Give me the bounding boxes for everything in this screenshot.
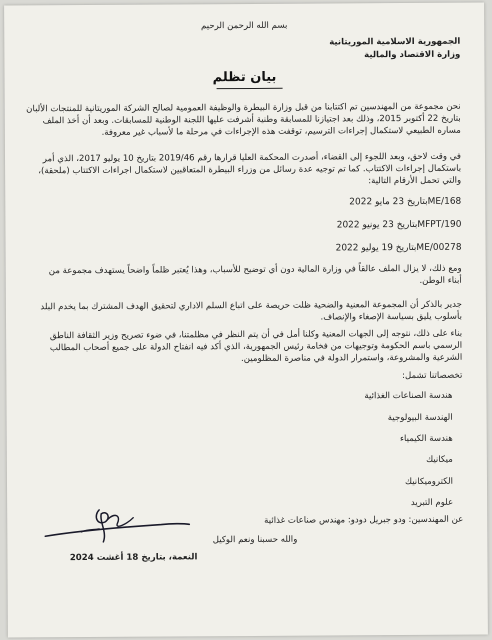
representative-line: عن المهندسين: ودو جبريل دودو: مهندس صناعات غذائية: [264, 514, 464, 526]
intro-line-2: بتاريخ 22 أكتوبر 2015، وذلك بعد اجتيازنا للمسابقة وطنية أشرفت عليها اللجنة الوطنية للمسابقات. وبعد أن أخذ الملف: [42, 113, 461, 127]
intro-line-3: مساره الطبيعي لاستكمال إجراءات الترسيم، توقفت هذه الإجراءات في مرحلة ما لأسباب غير معروفة.: [101, 125, 461, 138]
document-page: [4, 3, 488, 638]
letter-2: [337, 220, 462, 232]
place-and-date: النعمة، بتاريخ 18 أغشت 2024: [69, 552, 198, 564]
letter-3-date: بتاريخ 19 يوليو 2022: [335, 242, 417, 254]
specialty-item: هندسة الصناعات الغذائية: [364, 390, 453, 402]
commitment-line-1: جدير بالذكر أن المجموعة المعنية والضحية ظلت حريصة على اتباع السلم الاداري لتحقيق الهدف المشترك بما يخدم البلد: [40, 299, 462, 313]
letter-3: [336, 243, 462, 255]
appeal-line-3: الشرعية والمشروعة، واستمرار الدولة في مناصرة المظلومين.: [241, 352, 463, 365]
handwritten-signature: [41, 501, 191, 552]
court-line-3: والتي تحمل الأرقام التالية:: [368, 175, 462, 187]
title-underline: [217, 88, 283, 89]
court-line-2: باستكمال إجراءات الاكتتاب. كما تم توجيه عدة رسائل من وزراء البيطرة المتعاقبين لاستكمال اجراءات الاكتتاب (ملحقة)،: [38, 163, 462, 177]
country-name: الجمهورية الاسلامية الموريتانية: [329, 36, 461, 48]
appeal-line-1: بناء على ذلك، نتوجه إلى الجهات المعنية وكلنا أمل في أن يتم النظر في مظلمتنا، في ضوء تصريح وزير الثقافة الناطق: [49, 328, 463, 342]
specialty-item: هندسة الكيمياء: [399, 433, 453, 445]
letter-2-ref: 190/MFPT: [417, 219, 462, 230]
commitment-line-2: بأسلوب يليق بسياسة الإصغاء والإنصاف.: [320, 311, 463, 323]
letter-1: [349, 197, 461, 209]
letter-1-ref: 168/ME: [427, 196, 462, 207]
document-title: بيان تظلم: [212, 69, 277, 86]
specialty-item: الكتروميكانيك: [404, 476, 454, 488]
letter-3-ref: 00278/ME: [416, 242, 462, 253]
court-line-1: في وقت لاحق، وبعد اللجوء إلى القضاء، أصدرت المحكمة العليا قرارها رقم 2019/46 بتاريخ 10 يوليو 2017، الذي أمر: [42, 151, 462, 165]
specialties-heading: تخصصاتنا تشمل:: [402, 370, 463, 382]
letter-1-date: بتاريخ 23 مايو 2022: [349, 196, 428, 208]
closing-formula: والله حسبنا ونعم الوكيل: [212, 534, 298, 546]
basmala: بسم الله الرحمن الرحيم: [200, 20, 288, 32]
specialty-item: علوم التبريد: [410, 497, 454, 508]
letter-2-date: بتاريخ 23 يونيو 2022: [336, 219, 418, 231]
appeal-line-2: الرسمي باسم الحكومة وتوجيهات من فخامة رئيس الجمهورية، الذي أكد فيه انفتاح الدولة على جميع أصحاب المطالب: [49, 340, 463, 354]
specialty-item: الهندسة البيولوجية: [387, 412, 453, 424]
intro-line-1: نحن مجموعة من المهندسين تم اكتتابنا من قبل وزارة البيطرة والوظيفة العمومية لصالح الشركة الموريتانية للمنتجات الألبان: [26, 101, 461, 115]
pending-line-2: أبناء الوطن.: [419, 275, 462, 286]
specialty-item: ميكانيك: [426, 454, 453, 465]
pending-line-1: ومع ذلك، لا يزال الملف عالقاً في وزارة المالية دون أي توضيح للأسباب، وهذا يُعتبر ظلماً واضحاً يستهدف مجموعة من: [48, 263, 462, 277]
ministry-name: وزارة الاقتصاد والمالية: [364, 49, 461, 61]
